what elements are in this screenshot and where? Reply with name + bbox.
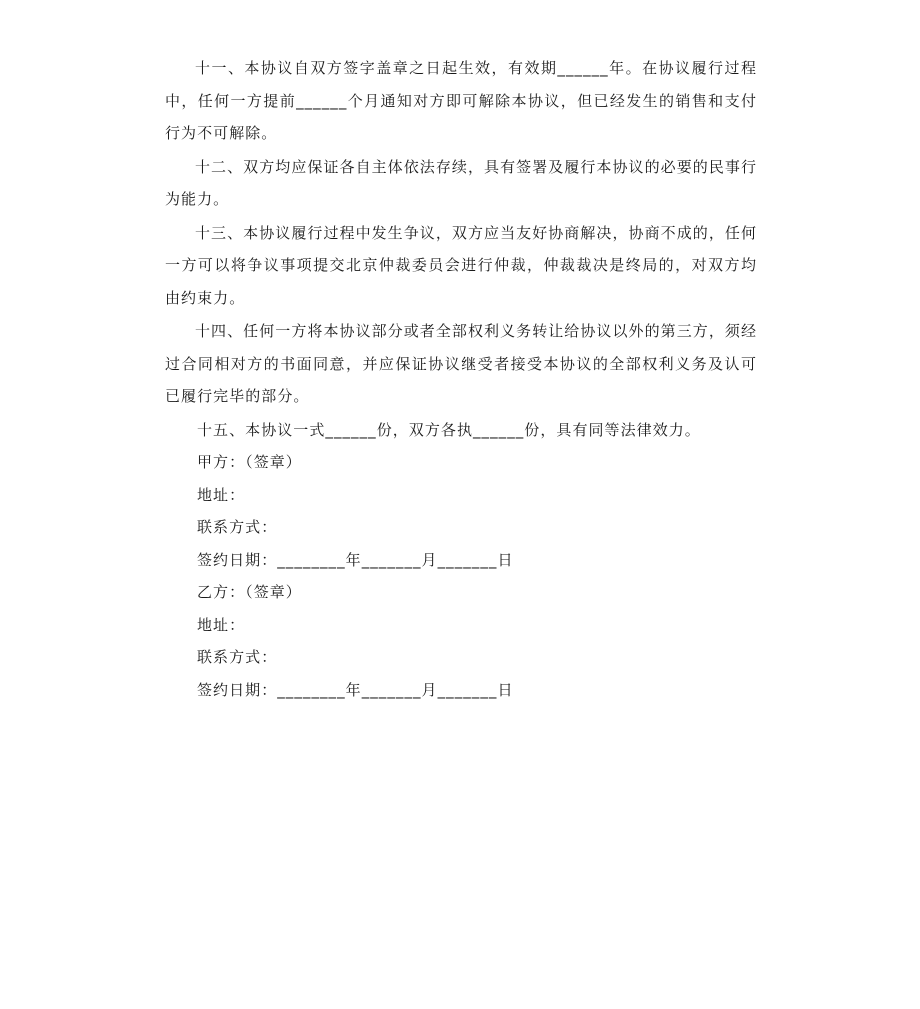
party-b-sign-date: 签约日期：________年_______月_______日 xyxy=(197,680,514,699)
party-a-contact: 联系方式： xyxy=(197,518,278,536)
party-b-contact: 联系方式： xyxy=(197,648,278,666)
clause-15: 十五、本协议一式______份，双方各执______份，具有同等法律效力。 xyxy=(197,420,701,439)
party-b-address: 地址： xyxy=(197,615,246,634)
clause-13: 十三、本协议履行过程中发生争议，双方应当友好协商解决，协商不成的，任何一方可以将争议事项提交北京仲裁委员会进行仲裁，仲裁裁决是终局的，对双方均由约束力。 xyxy=(165,223,757,307)
party-a-title: 甲方：（签章） xyxy=(197,453,302,471)
party-b-title: 乙方：（签章） xyxy=(197,583,302,601)
clause-11: 十一、本协议自双方签字盖章之日起生效，有效期______年。在协议履行过程中，任何一方提前______个月通知对方即可解除本协议，但已经发生的销售和支付行为不可解除。 xyxy=(165,59,757,142)
agreement-body xyxy=(165,52,757,706)
clause-14: 十四、任何一方将本协议部分或者全部权利义务转让给协议以外的第三方，须经过合同相对方的书面同意，并应保证协议继受者接受本协议的全部权利义务及认可已履行完毕的部分。 xyxy=(165,322,757,405)
party-a-address: 地址： xyxy=(197,485,246,504)
clause-12: 十二、双方均应保证各自主体依法存续，具有签署及履行本协议的必要的民事行为能力。 xyxy=(165,157,757,208)
party-a-sign-date: 签约日期：________年_______月_______日 xyxy=(197,550,514,569)
